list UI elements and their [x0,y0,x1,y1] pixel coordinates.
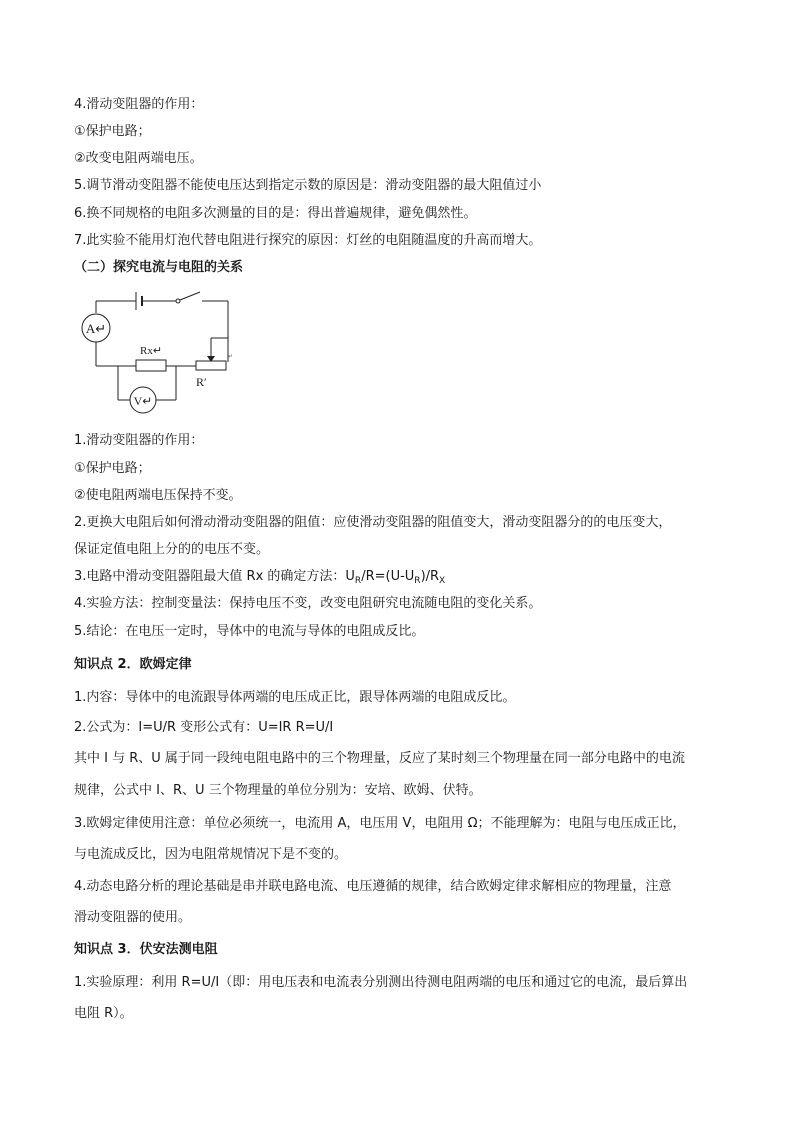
text-line: 其中 I 与 R、U 属于同一段纯电阻电路中的三个物理量，反应了某时刻三个物理量在同一部分电路中的电流 [74,751,685,766]
text-line: 保证定值电阻上分的的电压不变。 [74,542,270,557]
text-line: ①保护电路； [74,461,151,476]
formula-line [74,568,445,590]
text-line: 4.实验方法：控制变量法：保持电压不变，改变电阻研究电流随电阻的变化关系。 [74,596,542,611]
text-line: 7.此实验不能用灯泡代替电阻进行探究的原因：灯丝的电阻随温度的升高而增大。 [74,233,542,248]
subscript: R [354,576,362,586]
text-line: 1.滑动变阻器的作用： [74,433,204,448]
text-line: 1.内容：导体中的电流跟导体两端的电压成正比，跟导体两端的电阻成反比。 [74,690,516,705]
text-line: 4.滑动变阻器的作用： [74,97,204,112]
text-line: 6.换不同规格的电阻多次测量的目的是：得出普遍规律，避免偶然性。 [74,206,477,221]
text-line: ②使电阻两端电压保持不变。 [74,488,242,503]
text-line: 电阻 R）。 [74,1006,133,1021]
text-line: 与电流成反比，因为电阻常规情况下是不变的。 [74,847,348,862]
text-line: 3.欧姆定律使用注意：单位必须统一，电流用 A，电压用 V，电阻用 Ω；不能理解为：电阻与电压成正比， [74,816,686,831]
text-line: 5.结论：在电压一定时，导体中的电流与导体的电阻成反比。 [74,624,425,639]
section-heading: 知识点 3．伏安法测电阻 [74,942,218,957]
text-line: 1.实验原理：利用 R=U/I（即：用电压表和电流表分别测出待测电阻两端的电压和通过它的电流，最后算出 [74,975,688,990]
text-line: 规律，公式中 I、R、U 三个物理量的单位分别为：安培、欧姆、伏特。 [74,783,482,798]
resistor-label: Rx↵ [140,345,163,357]
text-line: 4.动态电路分析的理论基础是串并联电路电流、电压遵循的规律，结合欧姆定律求解相应的物理量，注意 [74,879,672,894]
formula-end: )/R [420,569,440,584]
formula-prefix: 3.电路中滑动变阻器阻最大值 Rx 的确定方法：U [74,569,355,584]
rheostat-label: R′ [196,375,207,389]
text-line: 2.公式为：I=U/R 变形公式有：U=IR R=U/I [74,720,334,735]
text-line: ①保护电路； [74,124,151,139]
text-line: 滑动变阻器的使用。 [74,910,192,925]
paragraph-mark: ↵ [228,354,234,360]
section-heading: （二）探究电流与电阻的关系 [74,260,244,275]
subscript: X [439,576,446,586]
ammeter-label: A↵ [85,321,107,336]
formula-mid: /R=(U-U [361,569,415,584]
text-line: 2.更换大电阻后如何滑动滑动变阻器的阻值：应使滑动变阻器的阻值变大，滑动变阻器分的的电压变大， [74,515,672,530]
subscript: R [414,576,421,586]
circuit-diagram [78,288,248,418]
voltmeter-label: V↵ [133,394,153,408]
section-heading: 知识点 2．欧姆定律 [74,657,192,672]
text-line: 5.调节滑动变阻器不能使电压达到指定示数的原因是：滑动变阻器的最大阻值过小 [74,178,542,193]
text-line: ②改变电阻两端电压。 [74,151,203,166]
